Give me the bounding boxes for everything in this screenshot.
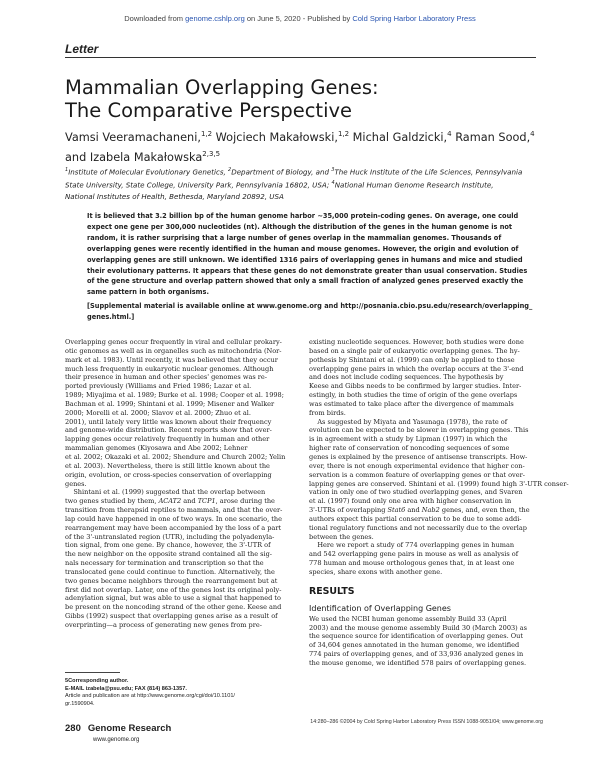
supplemental-line: [Supplemental material is available online at www.genome.org and http://posnania.cbio.psu.edu/research/overlapping_ xyxy=(87,302,533,311)
author-name: Michal Galdzicki, xyxy=(349,130,448,144)
abstract-line: their evolutionary patterns. It appears that these genes do not demonstrate greater than usual conservation. Studies xyxy=(87,266,528,275)
body-line: 1989; Miyajima et al. 1989; Burke et al. 1998; Cooper et al. 1998; xyxy=(65,391,284,400)
body-line: otic genomes as well as in organelles such as mitochondria (Nor- xyxy=(65,346,282,355)
gene-name: ACAT2 xyxy=(158,497,182,506)
body-line: adenylation signal, but was able to use a signal that happened to xyxy=(65,594,281,603)
author-affil-sup: 1,2 xyxy=(200,130,213,138)
body-line: evolution can be expected to be slower in overlapping genes. This xyxy=(309,426,529,435)
body-line: estingly, in both studies the time of origin of the gene overlaps xyxy=(309,391,518,400)
body-line: pothesis by Shintani et al. (1999) can only be applied to those xyxy=(309,355,515,364)
title-line-1: Mammalian Overlapping Genes: xyxy=(65,76,379,99)
section-divider xyxy=(65,57,536,58)
page-footer-left xyxy=(65,718,265,743)
abstract-line: same pattern in both organisms. xyxy=(87,288,209,297)
supplemental-note[interactable] xyxy=(87,301,535,323)
body-line: 2003) and the mouse genome assembly Build 30 (March 2003) as xyxy=(309,623,528,632)
affiliations xyxy=(65,165,540,202)
abstract-line: expect one gene per 300,000 nucleotides (nt). Although the distribution of the genes in the human genome is not xyxy=(87,222,513,231)
author-name: Raman Sood, xyxy=(451,130,531,144)
author-name: Vamsi Veeramachaneni, xyxy=(65,130,201,144)
body-line: Here we report a study of 774 overlapping genes in human xyxy=(309,541,515,550)
gene-name: Stat6 xyxy=(387,506,406,515)
body-line: tional regulatory functions and not necessarily due to the overlap xyxy=(309,523,527,532)
author-affil-sup: 4 xyxy=(447,130,452,138)
author-name: Wojciech Makałowski, xyxy=(212,130,338,144)
gene-name: TCP1 xyxy=(197,497,216,506)
body-text: and xyxy=(181,497,198,506)
body-line: their presence in human and other species' genomes was re- xyxy=(65,373,268,382)
journal-name: Genome Research xyxy=(87,723,172,734)
footnote-divider xyxy=(65,672,120,673)
journal-url[interactable]: www.genome.org xyxy=(93,737,140,743)
abstract-line: overlapping genes were recently identified in the human and mouse genomes. However, the origin and evolution of xyxy=(87,244,519,253)
body-line: Shintani et al. (1999) suggested that the overlap between xyxy=(65,488,266,497)
affil-text: National Human Genome Research Institute, xyxy=(334,180,494,190)
body-text: , arose during the xyxy=(215,497,275,506)
affiliation-line-2 xyxy=(65,178,540,191)
supplemental-line: genes.html.] xyxy=(87,313,135,322)
body-text: 3'-UTRs of overlapping xyxy=(309,506,388,515)
affil-text: The Huck Institute of the Life Sciences, Pennsylvania xyxy=(334,167,523,177)
body-line: servation is a common feature of overlapping genes or that over- xyxy=(309,470,525,479)
body-line: Gibbs (1992) suspect that overlapping genes arise as a result of xyxy=(65,612,278,621)
body-line: We used the NCBI human genome assembly Build 33 (April xyxy=(309,614,507,623)
body-line: tion signal, from one gene. By chance, however, the 3'-UTR of xyxy=(65,541,271,550)
body-line: ported previously (Williams and Fried 1986; Lazar et al. xyxy=(65,382,252,391)
article-doi-line: gr.1590904. xyxy=(65,700,95,707)
affil-text: Department of Biology, and xyxy=(231,167,332,177)
body-column-left xyxy=(65,338,292,630)
body-line: and does not include coding sequences. The hypothesis by xyxy=(309,373,504,382)
affil-sup: 2 xyxy=(228,167,232,173)
body-line: much less frequently in eukaryotic nuclear genomes. Although xyxy=(65,364,274,373)
body-line: first did not overlap. Later, one of the genes lost its original poly- xyxy=(65,585,282,594)
author-list xyxy=(65,126,545,166)
subsection-heading: Identification of Overlapping Genes xyxy=(309,603,451,613)
author-line-1 xyxy=(65,126,545,146)
abstract xyxy=(87,211,535,323)
download-site-link[interactable]: genome.cshlp.org xyxy=(185,14,245,23)
title-line-2: The Comparative Perspective xyxy=(65,99,353,122)
body-text: and xyxy=(405,506,422,515)
author-affil-sup: 4 xyxy=(530,130,535,138)
body-text: genes, and, even then, the xyxy=(439,506,530,515)
body-line: Bachman et al. 1999; Shintani et al. 1999; Misener and Walker xyxy=(65,399,275,408)
author-affil-sup: 2,3,5 xyxy=(202,149,221,158)
section-heading-results: RESULTS xyxy=(309,585,355,597)
body-line: mark et al. 1983). Until recently, it was believed that they occur xyxy=(65,355,278,364)
body-line: of 34,604 genes annotated in the human genome, we identified xyxy=(309,641,520,650)
affil-sup: 3 xyxy=(331,167,335,173)
contact-email[interactable]: E-MAIL izabela@psu.edu; FAX (814) 863-1357. xyxy=(65,685,187,692)
body-text: two genes studied by them, xyxy=(65,497,159,506)
body-line: overprinting—a process of generating new genes from pre- xyxy=(65,621,262,629)
body-line: based on a single pair of eukaryotic overlapping genes. The hy- xyxy=(309,346,520,355)
body-line: the mouse genome, we identified 578 pairs of overlapping genes. xyxy=(309,659,527,667)
body-line: transition from therapsid reptiles to mammals, and that the over- xyxy=(65,506,283,515)
body-line: 774 pairs of overlapping genes, and of 33,936 analyzed genes in xyxy=(309,650,524,659)
body-line: et al. 2003). Nevertheless, there is still little known about the xyxy=(65,461,270,470)
body-line: the sequence source for identification of overlapping genes. Out xyxy=(309,632,523,641)
affiliation-line-3: National Institutes of Health, Bethesda, Maryland 20892, USA xyxy=(65,191,284,201)
body-line: genes. xyxy=(65,479,87,488)
citation-line: 14:280–286 ©2004 by Cold Spring Harbor Laboratory Press ISSN 1088-9051/04; www.genome.org xyxy=(310,719,543,725)
body-line: lapping genes occur relatively frequently in human and other xyxy=(65,435,270,444)
article-doi-line[interactable]: Article and publication are at http://www.genome.org/cgi/doi/10.1101/ xyxy=(65,693,235,700)
body-line: 2000; Morelli et al. 2000; Slavov et al. 2000; Zhuo et al. xyxy=(65,408,251,417)
gene-name: Nab2 xyxy=(421,506,440,515)
download-notice xyxy=(0,14,600,23)
body-line: rearrangement may have been accompanied by the loss of a part xyxy=(65,523,282,532)
body-line: of the 3'-untranslated region (UTR), including the polyadenyla- xyxy=(65,532,275,541)
body-line: origin, evolution, or cross-species conservation of overlapping xyxy=(65,470,272,479)
author-line-2 xyxy=(65,146,545,166)
body-line: ever, there is not enough experimental evidence that higher con- xyxy=(309,461,525,470)
body-line: lap could have happened in one of two ways. In one scenario, the xyxy=(65,514,282,523)
publisher-link[interactable]: Cold Spring Harbor Laboratory Press xyxy=(352,14,476,23)
body-line: As suggested by Miyata and Yasunaga (1978), the rate of xyxy=(309,417,508,426)
body-line xyxy=(309,506,536,515)
abstract-line: of the gene structure and overlap pattern showed that only a small fraction of analyzed genes preserved exactly the xyxy=(87,277,524,286)
body-line: was estimated to take place after the divergence of mammals xyxy=(309,399,514,408)
body-line: et al. 2002; Okazaki et al. 2002; Shendure and Church 2002; Yelin xyxy=(65,452,286,461)
body-line: and 542 overlapping gene pairs in mouse as well as analysis of xyxy=(309,550,519,559)
body-line: 778 human and mouse orthologous genes that, in at least one xyxy=(309,559,515,568)
body-line: genes is explained by the presence of antisense transcripts. How- xyxy=(309,452,528,461)
abstract-line: overlapping genes are still unknown. We identified 1316 pairs of overlapping genes in humans and mice and studied xyxy=(87,255,523,264)
body-line: between the genes. xyxy=(309,532,374,541)
article-title xyxy=(65,76,545,122)
body-line: authors expect this partial conservation to be due to some addi- xyxy=(309,514,522,523)
body-line: Overlapping genes occur frequently in viral and cellular prokary- xyxy=(65,338,282,346)
author-conjunction: and xyxy=(65,150,90,164)
body-line: et al. (1997) found only one area with higher conservation in xyxy=(309,497,512,506)
author-affil-sup: 1,2 xyxy=(337,130,350,138)
body-line: and genome-wide distribution. Recent reports show that over- xyxy=(65,426,272,435)
body-line: is in agreement with a study by Lipman (1997) in which the xyxy=(309,435,508,444)
body-line: existing nucleotide sequences. However, both studies were done xyxy=(309,338,524,346)
body-line: nals necessary for termination and transcription so that the xyxy=(65,559,264,568)
body-line: overlapping gene pairs in which the overlap occurs at the 3'-end xyxy=(309,364,524,373)
affil-sup: 1 xyxy=(65,167,69,173)
body-line: species, share exons with another gene. xyxy=(309,567,443,576)
footnotes xyxy=(65,678,295,708)
body-line: 2001), until lately very little was known about their frequency xyxy=(65,417,272,426)
body-line: two genes became neighbors through the rearrangement but at xyxy=(65,576,278,585)
section-label: Letter xyxy=(65,42,99,56)
body-line: lapping genes are conserved. Shintani et al. (1999) found high 3'-UTR conser- xyxy=(309,479,569,488)
affil-text: Institute of Molecular Evolutionary Genetics, xyxy=(68,167,229,177)
body-column-right xyxy=(309,338,569,668)
affil-text: State University, State College, University Park, Pennsylvania 16802, USA; xyxy=(65,180,332,190)
body-line: higher rate of conservation of noncoding sequences of some xyxy=(309,444,510,453)
body-line: be present on the noncoding strand of the other gene. Keese and xyxy=(65,603,282,612)
page-number: 280 xyxy=(65,723,81,734)
body-line: vation in only one of two studied overlapping genes, and Svaren xyxy=(309,488,523,497)
body-line: from birds. xyxy=(309,408,346,417)
affiliation-line-1 xyxy=(65,165,540,178)
abstract-line: It is believed that 3.2 billion bp of the human genome harbor ~35,000 protein-coding genes. On average, one could xyxy=(87,212,519,220)
affil-sup: 4 xyxy=(331,179,335,186)
abstract-line: random, it is rather surprising that a large number of genes overlap in the mammalian genomes. Thousands of xyxy=(87,233,502,242)
body-line: translocated gene could continue to function. Alternatively, the xyxy=(65,567,275,576)
body-line: mammalian genomes (Kiyosawa and Abe 2002; Lehner xyxy=(65,444,248,453)
author-name: Izabela Makałowska xyxy=(89,150,203,164)
body-line xyxy=(65,497,292,506)
download-prefix: Downloaded from xyxy=(124,14,186,23)
body-line: Keese and Gibbs needs to be confirmed by larger studies. Inter- xyxy=(309,382,522,391)
body-line: the new neighbor on the opposite strand contained all the sig- xyxy=(65,550,273,559)
corresponding-author-note: 5Corresponding author. xyxy=(65,678,129,684)
download-mid: on June 5, 2020 - Published by xyxy=(244,14,353,23)
